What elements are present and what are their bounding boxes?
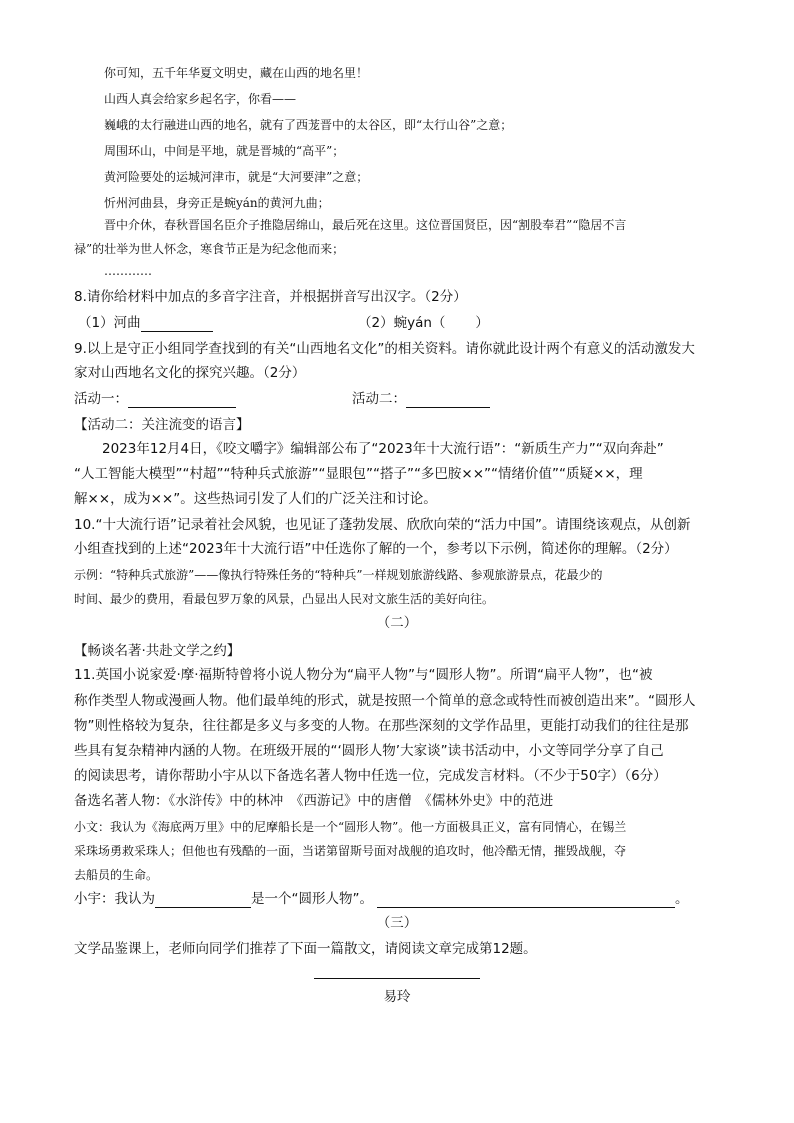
poem-line-3: 巍峨的太行融进山西的地名，就有了西茏晋中的太谷区，即“太行山谷”之意；	[104, 118, 513, 132]
xiaoyu-line	[74, 890, 689, 908]
q11-options: 备选名著人物：《水浒传》中的林冲 《西游记》中的唐僧 《儒林外史》中的范进	[74, 793, 554, 809]
q8-answer-1	[78, 314, 213, 332]
xiaoyu-label: 小宇：我认为	[74, 891, 155, 907]
title-blank-rule	[314, 978, 480, 979]
q11-line-3: 物”则性格较为复杂，往往都是多义与多变的人物。在那些深刻的文学作品里，更能打动我们的往往是那	[74, 718, 689, 734]
q9-activity-2	[352, 390, 490, 408]
poem-line-2: 山西人真会给家乡起名字，你看——	[104, 92, 297, 106]
activity2-para-line-3: 解××，成为××”。这些热词引发了人们的广泛关注和讨论。	[74, 491, 437, 507]
q8-answer-2	[358, 314, 489, 332]
q8-answer-2-label: （2）蜿yán（	[358, 315, 446, 331]
q8-answer-2-close: ）	[475, 315, 489, 331]
q11-line-5: 的阅读思考，请你帮助小宇从以下备选名著人物中任选一位，完成发言材料。（不少于50字）（6分）	[74, 768, 667, 784]
activity2-para-line-1: 2023年12月4日，《咬文嚼字》编辑部公布了“2023年十大流行语”：“新质生产力”“双向奔赴”	[102, 441, 664, 457]
section-2-label: （二）	[376, 615, 418, 631]
q9-activity-1-label: 活动一：	[74, 391, 128, 407]
q11-line-4: 些具有复杂精神内涵的人物。在班级开展的“‘圆形人物’大家谈”读书活动中，小文等同学分享了自己	[74, 743, 664, 759]
q10-example-1: 示例：“特种兵式旅游”——像执行特殊任务的“特种兵”一样规划旅游线路、参观旅游景点，花最少的	[74, 568, 603, 582]
poem-line-6: 忻州河曲县，身旁正是蜿yán的黄河九曲；	[104, 196, 330, 210]
xiaowen-line-3: 去船员的生命。	[74, 868, 159, 882]
xiaowen-line-1: 小文：我认为《海底两万里》中的尼摩船长是一个“圆形人物”。他一方面极具正义，富有同情心，在锡兰	[74, 820, 627, 834]
q9-stem-b: 家对山西地名文化的探究兴趣。（2分）	[74, 365, 306, 381]
xiaoyu-mid: 是一个“圆形人物”。	[251, 891, 373, 907]
article-author: 易玲	[383, 989, 411, 1005]
poem-line-5: 黄河险要处的运城河津市，就是“大河要津”之意；	[104, 170, 369, 184]
q9-activity-1	[74, 390, 236, 408]
q10-example-2: 时间、最少的费用，看最包罗万象的风景，凸显出人民对文旅生活的美好向往。	[74, 592, 495, 606]
xiaoyu-end: 。	[675, 891, 689, 907]
poem-ellipsis: …………	[104, 264, 152, 278]
q8-answer-1-label: （1）河曲	[78, 315, 141, 331]
q11-line-2: 称作类型人物或漫画人物。他们最单纯的形式，就是按照一个简单的意念或特性而被创造出来”。“圆形人	[74, 693, 696, 709]
q10-line-2: 小组查找到的上述“2023年十大流行语”中任选你了解的一个，参考以下示例，简述你的理解。（2分）	[74, 541, 678, 557]
activity2-heading: 【活动二：关注流变的语言】	[74, 417, 250, 433]
poem-line-1: 你可知，五千年华夏文明史，藏在山西的地名里！	[104, 66, 369, 80]
poem-line-7a: 晋中介休，春秋晋国名臣介子推隐居绵山，最后死在这里。这位晋国贤臣，因“割股奉君”“隐居不言	[104, 218, 627, 232]
classics-heading: 【畅谈名著·共赴文学之约】	[74, 643, 241, 659]
q8-stem: 8.请你给材料中加点的多音字注音，并根据拼音写出汉字。（2分）	[74, 289, 467, 305]
xiaoyu-name-blank[interactable]	[155, 893, 251, 908]
xiaoyu-answer-blank[interactable]	[377, 893, 675, 908]
q9-activity-1-blank[interactable]	[128, 393, 236, 408]
q10-line-1: 10.“十大流行语”记录着社会风貌，也见证了蓬勃发展、欣欣向荣的“活力中国”。请围绕该观点，从创新	[74, 517, 691, 533]
section-3-label: （三）	[376, 915, 418, 931]
poem-line-4: 周围环山，中间是平地，就是晋城的“高平”；	[104, 144, 345, 158]
reading-intro: 文学品鉴课上，老师向同学们推荐了下面一篇散文，请阅读文章完成第12题。	[74, 941, 537, 957]
xiaowen-line-2: 采珠场勇救采珠人；但他也有残酷的一面，当诺第留斯号面对战舰的追攻时，他冷酷无情，摧毁战舰，夺	[74, 844, 627, 858]
q9-stem-a: 9.以上是守正小组同学查找到的有关“山西地名文化”的相关资料。请你就此设计两个有意义的活动激发大	[74, 341, 695, 357]
q11-line-1: 11.英国小说家爱·摩·福斯特曾将小说人物分为“扁平人物”与“圆形人物”。所谓“扁平人物”，也“被	[74, 667, 653, 683]
activity2-para-line-2: “人工智能大模型”“村超”“特种兵式旅游”“显眼包”“搭子”“多巴胺××”“情绪价值”“质疑××，理	[74, 466, 643, 482]
q8-answer-1-blank[interactable]	[141, 317, 213, 332]
q9-activity-2-label: 活动二：	[352, 391, 406, 407]
q9-activity-2-blank[interactable]	[406, 393, 490, 408]
poem-line-7b: 禄”的壮举为世人怀念，寒食节正是为纪念他而来；	[74, 242, 345, 256]
